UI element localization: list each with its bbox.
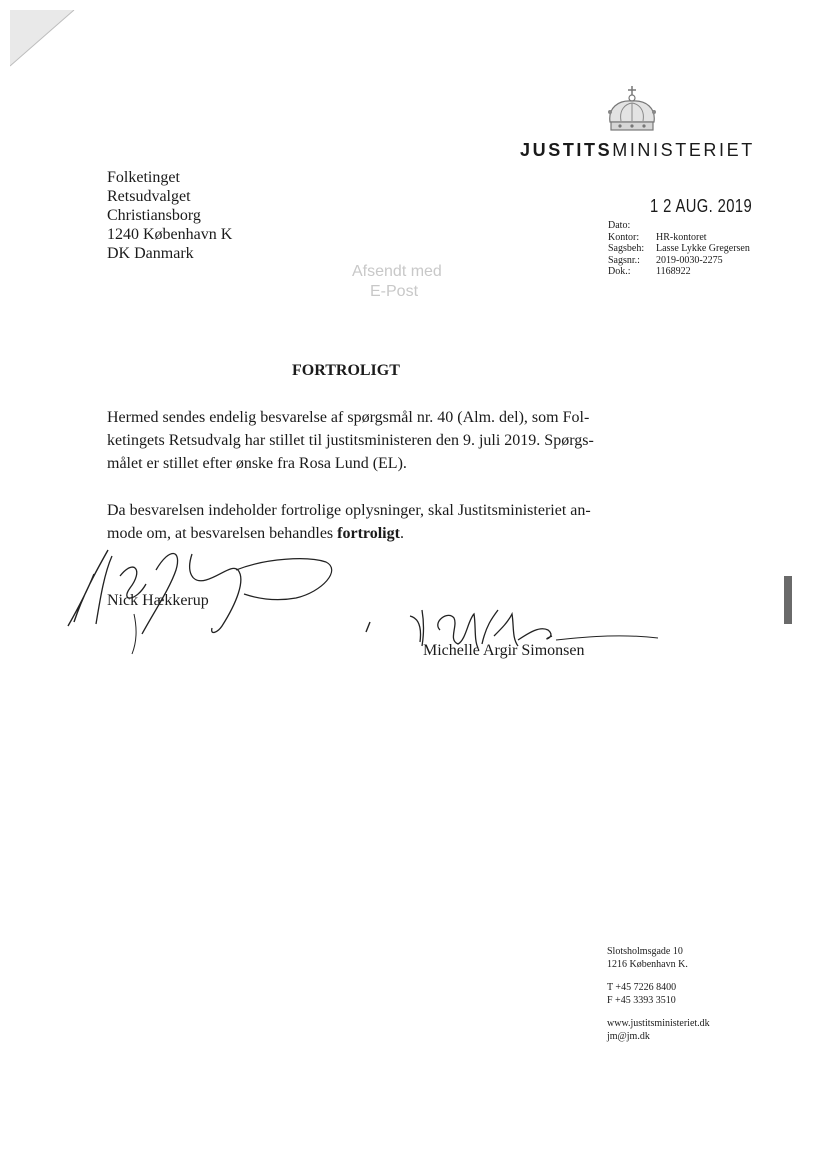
- emphasis-text: fortroligt: [337, 525, 400, 542]
- recipient-line: DK Danmark: [107, 245, 194, 262]
- recipient-line: Retsudvalget: [107, 188, 191, 205]
- paragraph-line: Hermed sendes endelig besvarelse af spørgsmål nr. 40 (Alm. del), som Fol-: [107, 409, 590, 426]
- meta-row-doc: [608, 266, 750, 278]
- footer-email-link[interactable]: jm@jm.dk: [607, 1030, 650, 1042]
- logotype-bold: JUSTITS: [520, 140, 613, 160]
- recipient-line: Folketinget: [107, 169, 180, 186]
- crown-icon: [604, 86, 660, 134]
- date-stamp: 1 2 AUG. 2019: [650, 196, 753, 216]
- logotype-regular: MINISTERIET: [612, 140, 755, 160]
- meta-label: Sagsbeh:: [608, 243, 645, 254]
- meta-row-office: [608, 232, 750, 244]
- paragraph-line: Da besvarelsen indeholder fortrolige oplysninger, skal Justitsministeriet an-: [107, 502, 591, 519]
- footer-website-link[interactable]: www.justitsministeriet.dk: [607, 1018, 710, 1029]
- confidential-heading: FORTROLIGT: [292, 362, 400, 379]
- scan-edge-mark: [784, 576, 792, 624]
- meta-label: Sagsnr.:: [608, 254, 640, 266]
- stamp-line: Afsendt med: [352, 263, 442, 280]
- footer-spacer: [607, 1007, 710, 1018]
- meta-label: Kontor:: [608, 231, 640, 243]
- recipient-address: [107, 168, 232, 263]
- ministry-logotype: [520, 140, 755, 161]
- body-paragraph: [107, 406, 594, 475]
- paragraph-line: målet er stillet efter ønske fra Rosa Lund (EL).: [107, 455, 407, 472]
- meta-label: Dok.:: [608, 266, 631, 277]
- paragraph-text: .: [399, 525, 404, 542]
- footer-city: 1216 København K.: [607, 958, 688, 970]
- paragraph-text: mode om, at besvarelsen behandles: [107, 525, 338, 542]
- recipient-line: 1240 København K: [107, 226, 233, 243]
- footer-spacer: [607, 971, 710, 982]
- meta-label: Dato:: [608, 220, 631, 231]
- signatory-name-minister: Nick Hækkerup: [107, 592, 209, 609]
- footer-phone: T +45 7226 8400: [607, 982, 677, 993]
- paragraph-line: ketingets Retsudvalg har stillet til justitsministeren den 9. juli 2019. Spørgs-: [107, 432, 594, 449]
- recipient-line: Christiansborg: [107, 207, 201, 224]
- signatory-name-official: Michelle Argir Simonsen: [423, 642, 585, 659]
- footer-street: Slotsholmsgade 10: [607, 946, 683, 957]
- stamp-line: E-Post: [370, 283, 419, 300]
- meta-value: Lasse Lykke Gregersen: [656, 243, 750, 254]
- document-meta: [608, 196, 753, 278]
- body-paragraph: [107, 499, 591, 545]
- folded-corner: [10, 10, 80, 70]
- footer-contact: [607, 946, 710, 1043]
- meta-value: 2019-0030-2275: [656, 254, 723, 266]
- meta-row-caseno: [608, 255, 750, 267]
- footer-fax: F +45 3393 3510: [607, 994, 676, 1006]
- sent-stamp: [352, 262, 442, 302]
- meta-value: HR-kontoret: [656, 231, 707, 243]
- meta-row-caseworker: [608, 243, 750, 255]
- meta-value: 1168922: [656, 266, 691, 277]
